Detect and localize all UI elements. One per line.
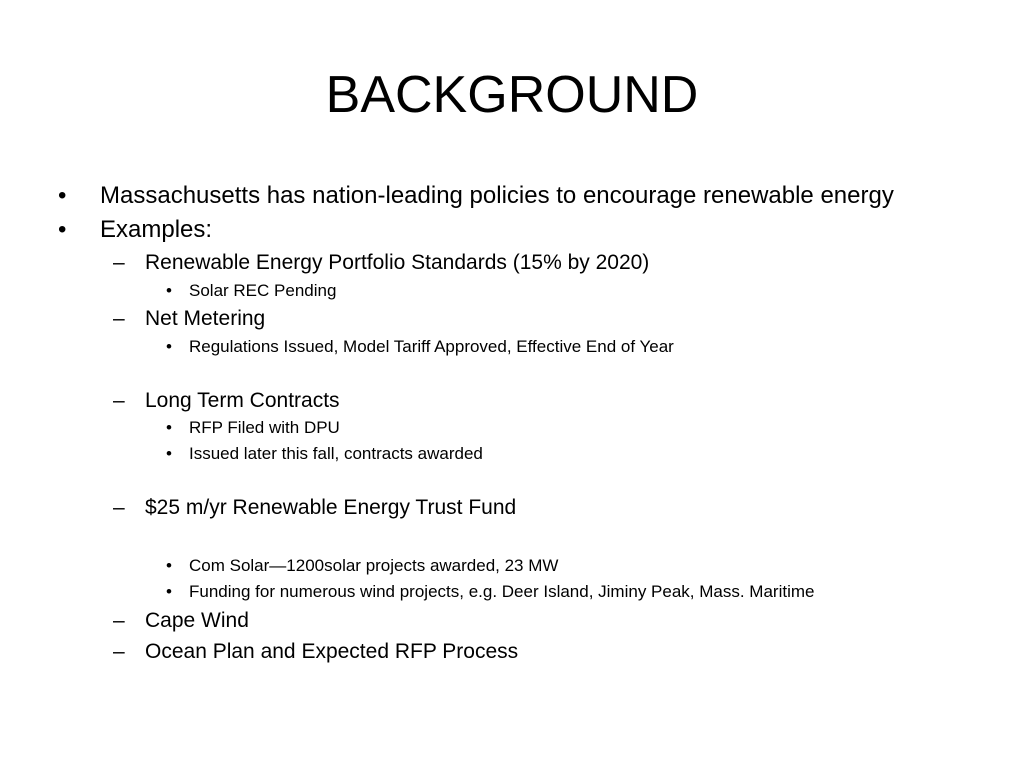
detail-item-text: Funding for numerous wind projects, e.g. Deer Island, Jiminy Peak, Mass. Maritime <box>189 582 815 601</box>
bullet-marker: • <box>58 216 67 243</box>
sub-item <box>113 497 973 521</box>
sub-item <box>113 610 973 634</box>
dash-marker: – <box>113 251 125 274</box>
detail-item-text: RFP Filed with DPU <box>189 418 340 437</box>
detail-item-text: Issued later this fall, contracts awarded <box>189 444 483 463</box>
slide-title: BACKGROUND <box>325 66 699 124</box>
dash-marker: – <box>113 389 125 412</box>
dash-marker: – <box>113 307 125 330</box>
sub-item-text: Cape Wind <box>145 609 249 632</box>
bullet-text: Examples: <box>100 216 213 243</box>
sub-item <box>113 641 973 665</box>
sub-item <box>113 308 973 332</box>
detail-item-text: Regulations Issued, Model Tariff Approved, Effective End of Year <box>189 337 674 356</box>
bullet-marker: • <box>166 281 172 300</box>
sub-item-text: Renewable Energy Portfolio Standards (15% by 2020) <box>145 251 650 274</box>
bullet-marker: • <box>166 556 172 575</box>
bullet-marker: • <box>166 418 172 437</box>
sub-item-text: Ocean Plan and Expected RFP Process <box>145 640 519 663</box>
detail-item <box>166 282 966 302</box>
bullet-item <box>58 184 998 212</box>
sub-item-text: Long Term Contracts <box>145 389 340 412</box>
detail-item <box>166 445 966 465</box>
bullet-marker: • <box>58 182 67 209</box>
bullet-marker: • <box>166 337 172 356</box>
detail-item <box>166 338 966 358</box>
bullet-text: Massachusetts has nation-leading policies to encourage renewable energy <box>100 182 894 209</box>
sub-item-text: Net Metering <box>145 307 266 330</box>
bullet-item <box>58 218 998 246</box>
detail-item-text: Solar REC Pending <box>189 281 337 300</box>
sub-item <box>113 390 973 414</box>
bullet-marker: • <box>166 582 172 601</box>
dash-marker: – <box>113 609 125 632</box>
dash-marker: – <box>113 496 125 519</box>
detail-item <box>166 557 966 577</box>
detail-item <box>166 583 966 603</box>
bullet-marker: • <box>166 444 172 463</box>
dash-marker: – <box>113 640 125 663</box>
detail-item <box>166 419 966 439</box>
sub-item-text: $25 m/yr Renewable Energy Trust Fund <box>145 496 517 519</box>
sub-item <box>113 252 973 276</box>
detail-item-text: Com Solar—1200solar projects awarded, 23 MW <box>189 556 559 575</box>
